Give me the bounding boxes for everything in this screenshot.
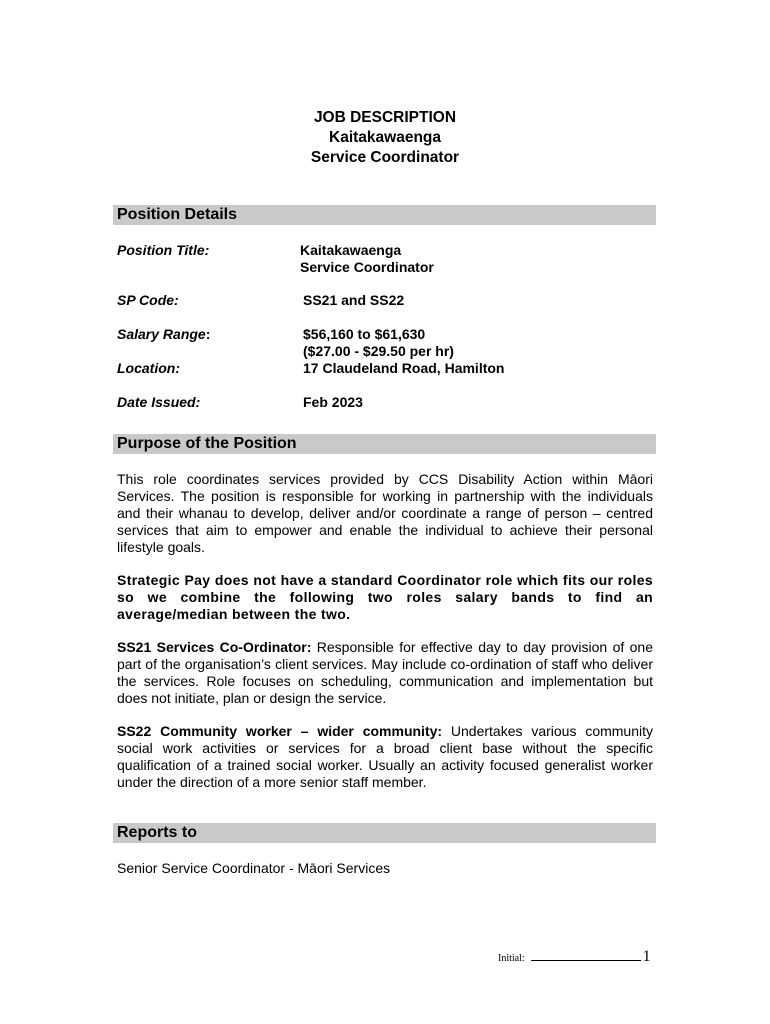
strategic-pay-paragraph: Strategic Pay does not have a standard Coordinator role which fits our roles so we combine the following two roles salary bands to find an average/median between the two.	[117, 572, 653, 622]
salary-range-value-annual: $56,160 to $61,630	[303, 326, 426, 342]
title-maori-name: Kaitakawaenga	[329, 129, 441, 146]
purpose-paragraph: This role coordinates services provided by CCS Disability Action within Māori Services. The position is responsible for working in partnership with the individuals and their whanau to develop, deliver and/or coordinate a range of person – centred services that aim to empower and enable the individual to achieve their personal lifestyle goals.	[117, 471, 653, 555]
section-purpose: Purpose of the Position	[113, 434, 656, 454]
page-number: 1	[642, 948, 651, 965]
position-title-label: Position Title:	[117, 242, 210, 258]
page-footer	[498, 946, 651, 969]
title-role-name: Service Coordinator	[310, 149, 460, 166]
ss21-title: SS21 Services Co-Ordinator:	[117, 639, 312, 655]
reports-to-value: Senior Service Coordinator - Māori Services	[117, 860, 391, 876]
ss22-title: SS22 Community worker – wider community:	[117, 723, 443, 739]
initial-label: Initial:	[498, 953, 525, 964]
location-value: 17 Claudeland Road, Hamilton	[303, 360, 505, 376]
salary-range-value-hourly: ($27.00 - $29.50 per hr)	[303, 343, 454, 359]
ss22-paragraph	[117, 723, 653, 791]
title-job-description: JOB DESCRIPTION	[313, 109, 457, 126]
ss22-text: Undertakes various community social work activities or services for a broad client base without the specific qualification of a trained social worker. Usually an activity focused generalist worker under the direction of a more senior staff member.	[117, 723, 653, 790]
ss21-paragraph	[117, 639, 653, 707]
sp-code-label: SP Code:	[117, 292, 179, 308]
date-issued-label: Date Issued:	[117, 394, 201, 410]
section-reports-to: Reports to	[113, 823, 656, 843]
salary-range-label-text: Salary Range	[117, 326, 206, 342]
document-title	[0, 108, 770, 168]
initial-signature-line[interactable]	[531, 946, 641, 961]
ss21-text: Responsible for effective day to day provision of one part of the organisation’s client services. May include co-ordination of staff who deliver the services. Role focuses on scheduling, communication and implementation but does not initiate, plan or design the service.	[117, 639, 653, 706]
sp-code-value: SS21 and SS22	[303, 292, 405, 308]
position-title-value-1: Kaitakawaenga	[300, 242, 402, 258]
salary-range-label-colon: :	[205, 326, 211, 342]
location-label: Location:	[117, 360, 180, 376]
section-position-details: Position Details	[113, 205, 656, 225]
date-issued-value: Feb 2023	[303, 394, 363, 410]
position-title-value-2: Service Coordinator	[300, 259, 434, 275]
salary-range-label	[117, 326, 210, 343]
